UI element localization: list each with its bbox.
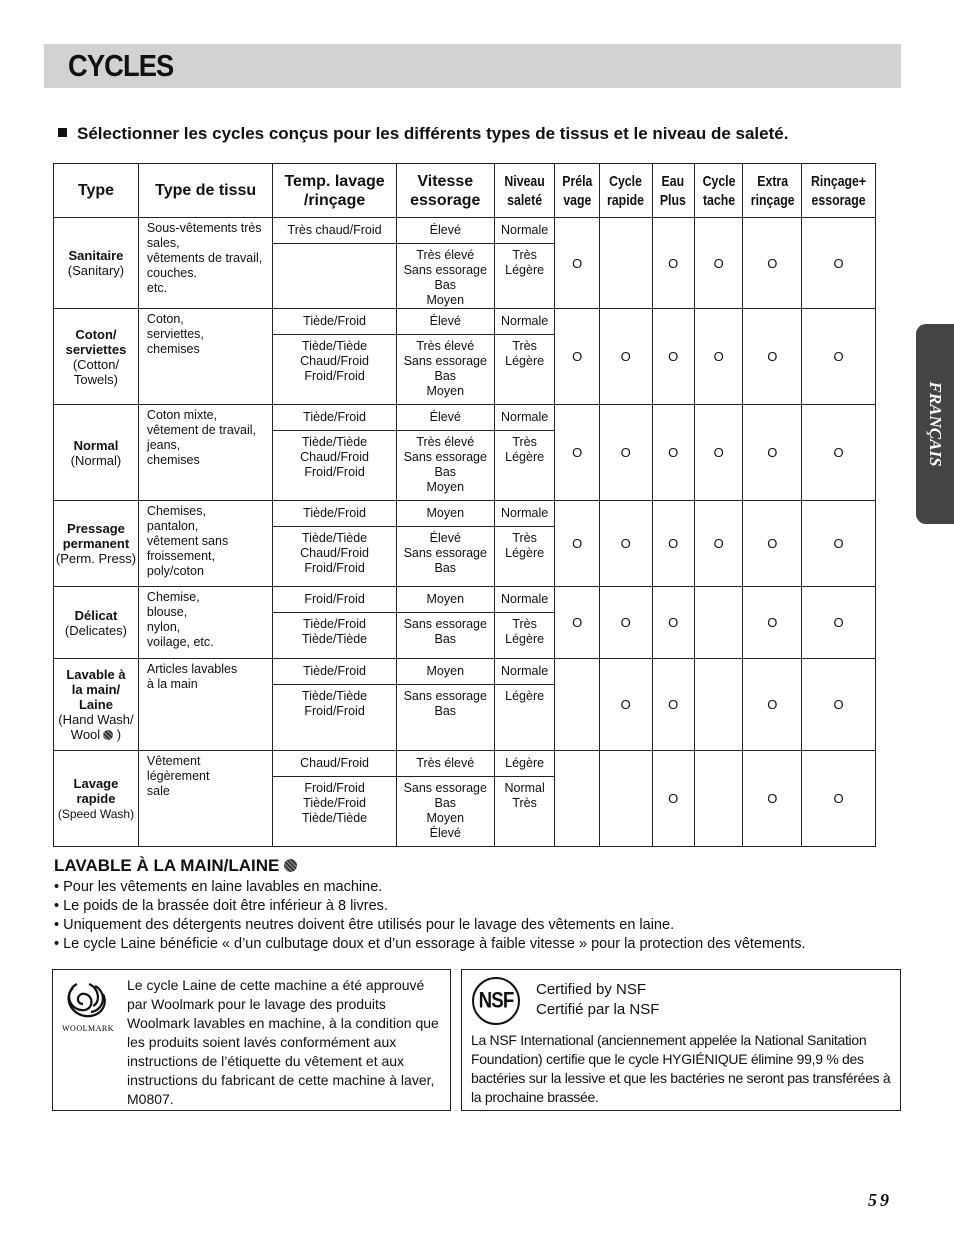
spin-options: Sans essorage Bas Moyen Élevé: [396, 777, 494, 847]
soil-default: Normale: [494, 309, 555, 335]
temp-options: [273, 244, 396, 309]
square-bullet-icon: [58, 128, 67, 137]
woolmark-icon: [59, 980, 117, 1036]
nsf-text: La NSF International (anciennement appelée la National Sanitation Foundation) certifie que le cycle HYGIÉNIQUE élimine 99,9 % des bactéries sur la lessive et que les bactéries ne seront pas transférées à la prochaine brassée.: [471, 1032, 891, 1105]
option-prewash: O: [555, 405, 599, 501]
temp-options: Tiède/Tiède Chaud/Froid Froid/Froid: [273, 527, 396, 587]
option-rinse-spin: O: [802, 218, 876, 309]
option-quick-cycle: O: [599, 587, 652, 659]
fabric-type: Chemises, pantalon, vêtement sans froissement, poly/coton: [138, 501, 272, 587]
option-extra-rinse: O: [743, 501, 802, 587]
wool-icon: [284, 859, 297, 872]
spin-default: Très élevé: [396, 751, 494, 777]
intro-text: [58, 124, 788, 144]
spin-options: Très élevé Sans essorage Bas Moyen: [396, 335, 494, 405]
list-item: • Uniquement des détergents neutres doivent être utilisés pour le lavage des vêtements en laine.: [54, 916, 806, 935]
nsf-logo-icon: [472, 977, 520, 1025]
spin-default: Moyen: [396, 659, 494, 685]
option-quick-cycle: [599, 751, 652, 847]
option-extra-rinse: O: [743, 659, 802, 751]
spin-options: Très élevé Sans essorage Bas Moyen: [396, 431, 494, 501]
option-extra-rinse: O: [743, 309, 802, 405]
woolmark-text: Le cycle Laine de cette machine a été approuvé par Woolmark pour le lavage des produits Woolmark lavables en machine, à la condition que les produits soient lavés conformément aux instructions de l’étiquette du vêtement et aux instructions du fabricant de cette machine à laver, M0807.: [127, 977, 439, 1107]
language-tab-label: FRANÇAIS: [926, 381, 945, 467]
page-title: CYCLES: [68, 48, 174, 83]
fabric-type: Coton mixte, vêtement de travail, jeans, chemises: [138, 405, 272, 501]
nsf-logo-label: NSF: [478, 987, 514, 1013]
soil-options: Très Légère: [494, 613, 555, 659]
option-stain-cycle: O: [694, 309, 743, 405]
option-quick-cycle: O: [599, 659, 652, 751]
fabric-type: Sous-vêtements très sales, vêtements de travail, couches. etc.: [138, 218, 272, 309]
header-prewash: Préla vage: [555, 164, 599, 218]
option-stain-cycle: [694, 659, 743, 751]
option-stain-cycle: O: [694, 405, 743, 501]
nsf-certification: [536, 980, 659, 1020]
header-water-plus: Eau Plus: [652, 164, 694, 218]
nsf-cert-fr: Certifié par la NSF: [536, 1001, 660, 1018]
option-rinse-spin: O: [802, 587, 876, 659]
option-prewash: O: [555, 587, 599, 659]
soil-options: Très Légère: [494, 335, 555, 405]
cycle-name: Sanitaire (Sanitary): [54, 218, 139, 309]
language-tab: [916, 324, 954, 524]
option-water-plus: O: [652, 659, 694, 751]
header-stain-cycle: Cycle tache: [694, 164, 743, 218]
header-extra-rinse: Extra rinçage: [743, 164, 802, 218]
header-temp: Temp. lavage /rinçage: [273, 164, 396, 218]
cycle-name: Lavage rapide (Speed Wash): [54, 751, 139, 847]
option-extra-rinse: O: [743, 751, 802, 847]
fabric-type: Vêtement légèrement sale: [138, 751, 272, 847]
cycle-name: Pressage permanent (Perm. Press): [54, 501, 139, 587]
option-stain-cycle: [694, 751, 743, 847]
table-row: [54, 501, 876, 527]
soil-options: Très Légère: [494, 527, 555, 587]
page-number: 59: [868, 1190, 892, 1210]
cycles-table: [53, 163, 876, 847]
option-rinse-spin: O: [802, 751, 876, 847]
soil-options: Normal Très: [494, 777, 555, 847]
nsf-cert-en: Certified by NSF: [536, 981, 647, 998]
soil-options: Légère: [494, 685, 555, 751]
table-row: [54, 659, 876, 685]
title-bar: [44, 44, 901, 88]
table-header-row: [54, 164, 876, 218]
header-fabric: Type de tissu: [138, 164, 272, 218]
table-row: [54, 309, 876, 335]
option-water-plus: O: [652, 218, 694, 309]
table-row: [54, 587, 876, 613]
nsf-box: [461, 969, 901, 1111]
option-extra-rinse: O: [743, 405, 802, 501]
temp-options: Tiède/Tiède Chaud/Froid Froid/Froid: [273, 335, 396, 405]
wool-icon: [103, 730, 113, 740]
spin-default: Élevé: [396, 218, 494, 244]
soil-default: Normale: [494, 501, 555, 527]
option-quick-cycle: O: [599, 309, 652, 405]
soil-default: Légère: [494, 751, 555, 777]
spin-options: Sans essorage Bas: [396, 685, 494, 751]
option-prewash: O: [555, 501, 599, 587]
soil-default: Normale: [494, 405, 555, 431]
soil-options: Très Légère: [494, 431, 555, 501]
spin-options: Très élevé Sans essorage Bas Moyen: [396, 244, 494, 309]
soil-default: Normale: [494, 587, 555, 613]
header-soil-level: Niveau saleté: [494, 164, 555, 218]
header-spin-speed: Vitesse essorage: [396, 164, 494, 218]
cycle-name: Coton/ serviettes (Cotton/ Towels): [54, 309, 139, 405]
wool-bullet-list: [54, 878, 806, 954]
spin-default: Élevé: [396, 405, 494, 431]
option-prewash: O: [555, 218, 599, 309]
option-water-plus: O: [652, 587, 694, 659]
option-water-plus: O: [652, 405, 694, 501]
temp-options: Tiède/Tiède Froid/Froid: [273, 685, 396, 751]
temp-options: Tiède/Tiède Chaud/Froid Froid/Froid: [273, 431, 396, 501]
spin-default: Élevé: [396, 309, 494, 335]
option-extra-rinse: O: [743, 587, 802, 659]
temp-default: Très chaud/Froid: [273, 218, 396, 244]
spin-default: Moyen: [396, 501, 494, 527]
spin-default: Moyen: [396, 587, 494, 613]
option-rinse-spin: O: [802, 309, 876, 405]
option-stain-cycle: O: [694, 501, 743, 587]
header-rinse-spin: Rinçage+ essorage: [802, 164, 876, 218]
option-quick-cycle: O: [599, 405, 652, 501]
woolmark-box: [52, 969, 451, 1111]
option-prewash: [555, 659, 599, 751]
option-rinse-spin: O: [802, 501, 876, 587]
fabric-type: Articles lavables à la main: [138, 659, 272, 751]
temp-default: Chaud/Froid: [273, 751, 396, 777]
soil-default: Normale: [494, 218, 555, 244]
list-item: • Le poids de la brassée doit être inférieur à 8 livres.: [54, 897, 806, 916]
cycle-name: Délicat (Delicates): [54, 587, 139, 659]
table-row: [54, 218, 876, 244]
intro-label: Sélectionner les cycles conçus pour les différents types de tissus et le niveau de saleté.: [77, 124, 789, 143]
option-extra-rinse: O: [743, 218, 802, 309]
temp-default: Tiède/Froid: [273, 405, 396, 431]
wool-section-title: LAVABLE À LA MAIN/LAINE: [54, 856, 297, 876]
woolmark-logo: [59, 980, 117, 1036]
option-prewash: [555, 751, 599, 847]
option-stain-cycle: [694, 587, 743, 659]
temp-default: Tiède/Froid: [273, 659, 396, 685]
spin-options: Élevé Sans essorage Bas: [396, 527, 494, 587]
option-quick-cycle: [599, 218, 652, 309]
option-prewash: O: [555, 309, 599, 405]
temp-options: Tiède/Froid Tiède/Tiède: [273, 613, 396, 659]
soil-options: Très Légère: [494, 244, 555, 309]
option-stain-cycle: O: [694, 218, 743, 309]
table-row: [54, 751, 876, 777]
option-rinse-spin: O: [802, 405, 876, 501]
woolmark-logo-label: WOOLMARK: [62, 1024, 114, 1033]
temp-default: Froid/Froid: [273, 587, 396, 613]
soil-default: Normale: [494, 659, 555, 685]
header-quick-cycle: Cycle rapide: [599, 164, 652, 218]
list-item: • Pour les vêtements en laine lavables en machine.: [54, 878, 806, 897]
header-type: Type: [54, 164, 139, 218]
spin-options: Sans essorage Bas: [396, 613, 494, 659]
fabric-type: Coton, serviettes, chemises: [138, 309, 272, 405]
option-water-plus: O: [652, 309, 694, 405]
cycle-name: Normal (Normal): [54, 405, 139, 501]
temp-default: Tiède/Froid: [273, 309, 396, 335]
list-item: • Le cycle Laine bénéficie « d’un culbutage doux et d’un essorage à faible vitesse » pour la protection des vêtements.: [54, 935, 806, 954]
table-row: [54, 405, 876, 431]
option-water-plus: O: [652, 751, 694, 847]
temp-options: Froid/Froid Tiède/Froid Tiède/Tiède: [273, 777, 396, 847]
cycle-name: Lavable à la main/ Laine (Hand Wash/ Wool ): [54, 659, 139, 751]
temp-default: Tiède/Froid: [273, 501, 396, 527]
option-rinse-spin: O: [802, 659, 876, 751]
option-water-plus: O: [652, 501, 694, 587]
option-quick-cycle: O: [599, 501, 652, 587]
fabric-type: Chemise, blouse, nylon, voilage, etc.: [138, 587, 272, 659]
